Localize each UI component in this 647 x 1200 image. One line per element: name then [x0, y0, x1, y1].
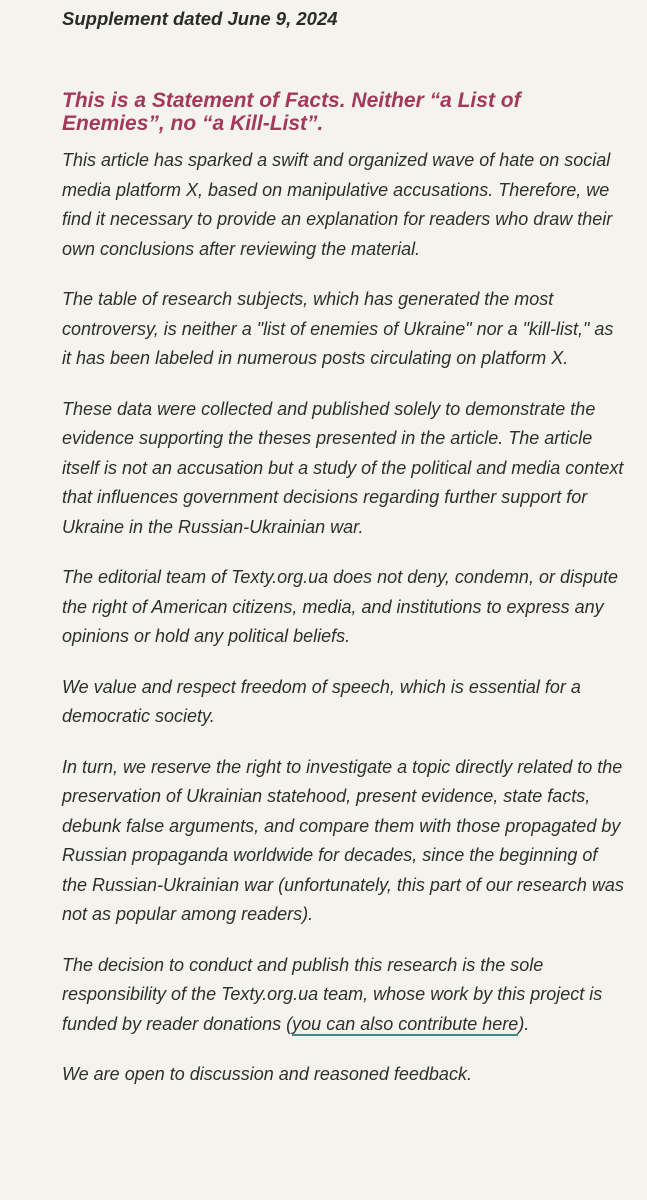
paragraph-freedom-of-speech: We value and respect freedom of speech, which is essential for a democratic society.: [62, 676, 581, 726]
statement-heading: This is a Statement of Facts. Neither “a List of Enemies”, no “a Kill-List”.: [62, 89, 521, 135]
funding-text-after: ).: [518, 1013, 530, 1034]
paragraph-wave-of-hate: This article has sparked a swift and organized wave of hate on social media platform X, based on manipulative accusations. Therefore, we find it necessary to provide an explanation for readers who draw their own conclusions after reviewing the material.: [62, 150, 613, 259]
funding-text-before: The decision to conduct and publish this research is the sole responsibility of the Texty.org.ua team, whose work by this project is funded by reader donations (: [62, 954, 603, 1034]
paragraph-research-table: The table of research subjects, which has generated the most controversy, is neither a "list of enemies of Ukraine" nor a "kill-list," as it has been labeled in numerous posts circulating on platform X.: [62, 289, 614, 368]
paragraph-editorial-position: The editorial team of Texty.org.ua does not deny, condemn, or dispute the right of American citizens, media, and institutions to express any opinions or hold any political beliefs.: [62, 567, 618, 646]
paragraph-funding: [62, 951, 627, 1040]
paragraph-data-purpose: These data were collected and published solely to demonstrate the evidence supporting the theses presented in the article. The article itself is not an accusation but a study of the political and media context that influences government decisions regarding further support for Ukraine in the Russian-Ukrainian war.: [62, 398, 624, 537]
paragraph-open-to-discussion: We are open to discussion and reasoned feedback.: [62, 1064, 472, 1084]
article-body: [62, 146, 627, 1111]
paragraph-right-to-investigate: In turn, we reserve the right to investigate a topic directly related to the preservation of Ukrainian statehood, present evidence, state facts, debunk false arguments, and compare them with those propagated by Russian propaganda worldwide for decades, since the beginning of the Russian-Ukrainian war (unfortunately, this part of our research was not as popular among readers).: [62, 756, 624, 924]
contribute-link[interactable]: you can also contribute here: [292, 1013, 519, 1034]
supplement-date: Supplement dated June 9, 2024: [62, 8, 338, 29]
